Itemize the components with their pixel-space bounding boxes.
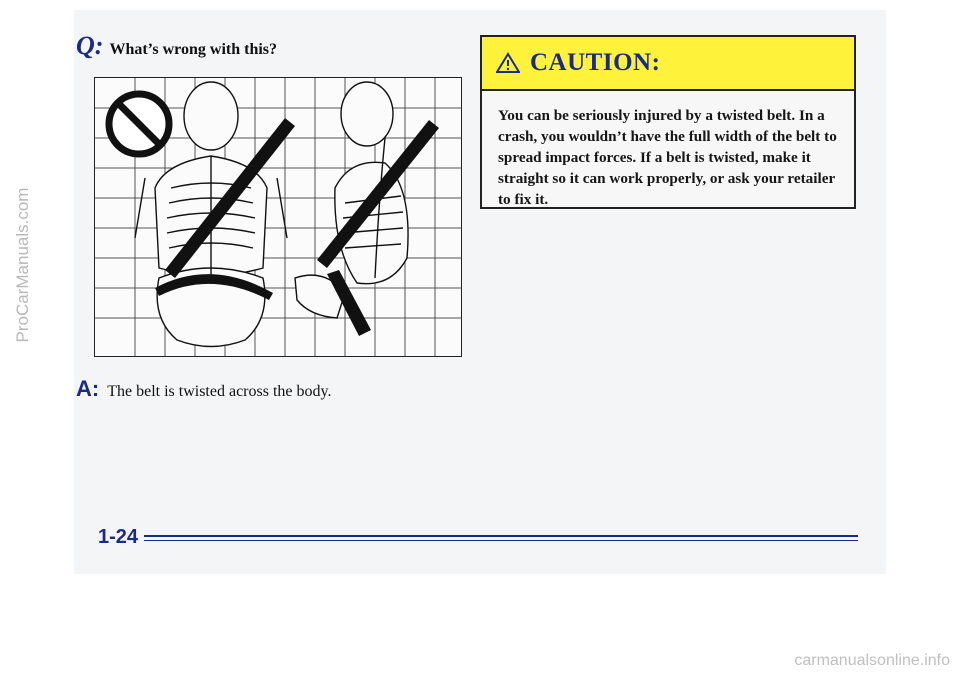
skeleton-belt-drawing bbox=[95, 78, 461, 356]
side-watermark-text: ProCarManuals.com bbox=[13, 187, 32, 343]
question-text: What’s wrong with this? bbox=[109, 41, 278, 58]
question-line bbox=[76, 31, 277, 61]
question-mark-label: Q: bbox=[76, 31, 104, 60]
caution-title: CAUTION: bbox=[530, 49, 661, 76]
side-watermark bbox=[8, 160, 38, 370]
corner-watermark: carmanualsonline.info bbox=[794, 652, 950, 669]
page-footer bbox=[98, 526, 858, 550]
side-skeleton bbox=[295, 82, 408, 318]
caution-header bbox=[482, 37, 854, 91]
caution-text: You can be seriously injured by a twisted belt. In a crash, you wouldn’t have the full width of the belt to spread impact forces. If a belt is twisted, make it straight so it can work properly, or ask your retailer to fix it. bbox=[498, 107, 837, 208]
warning-triangle-icon bbox=[496, 52, 520, 74]
footer-rule bbox=[144, 535, 858, 537]
page-number: 1-24 bbox=[98, 526, 139, 548]
twisted-belt-illustration bbox=[94, 77, 462, 357]
answer-text: The belt is twisted across the body. bbox=[107, 383, 332, 400]
footer-rule-thin bbox=[144, 540, 858, 541]
caution-box bbox=[480, 35, 856, 209]
answer-line bbox=[76, 376, 331, 402]
answer-mark-label: A: bbox=[76, 376, 100, 401]
prohibition-icon bbox=[109, 94, 169, 154]
